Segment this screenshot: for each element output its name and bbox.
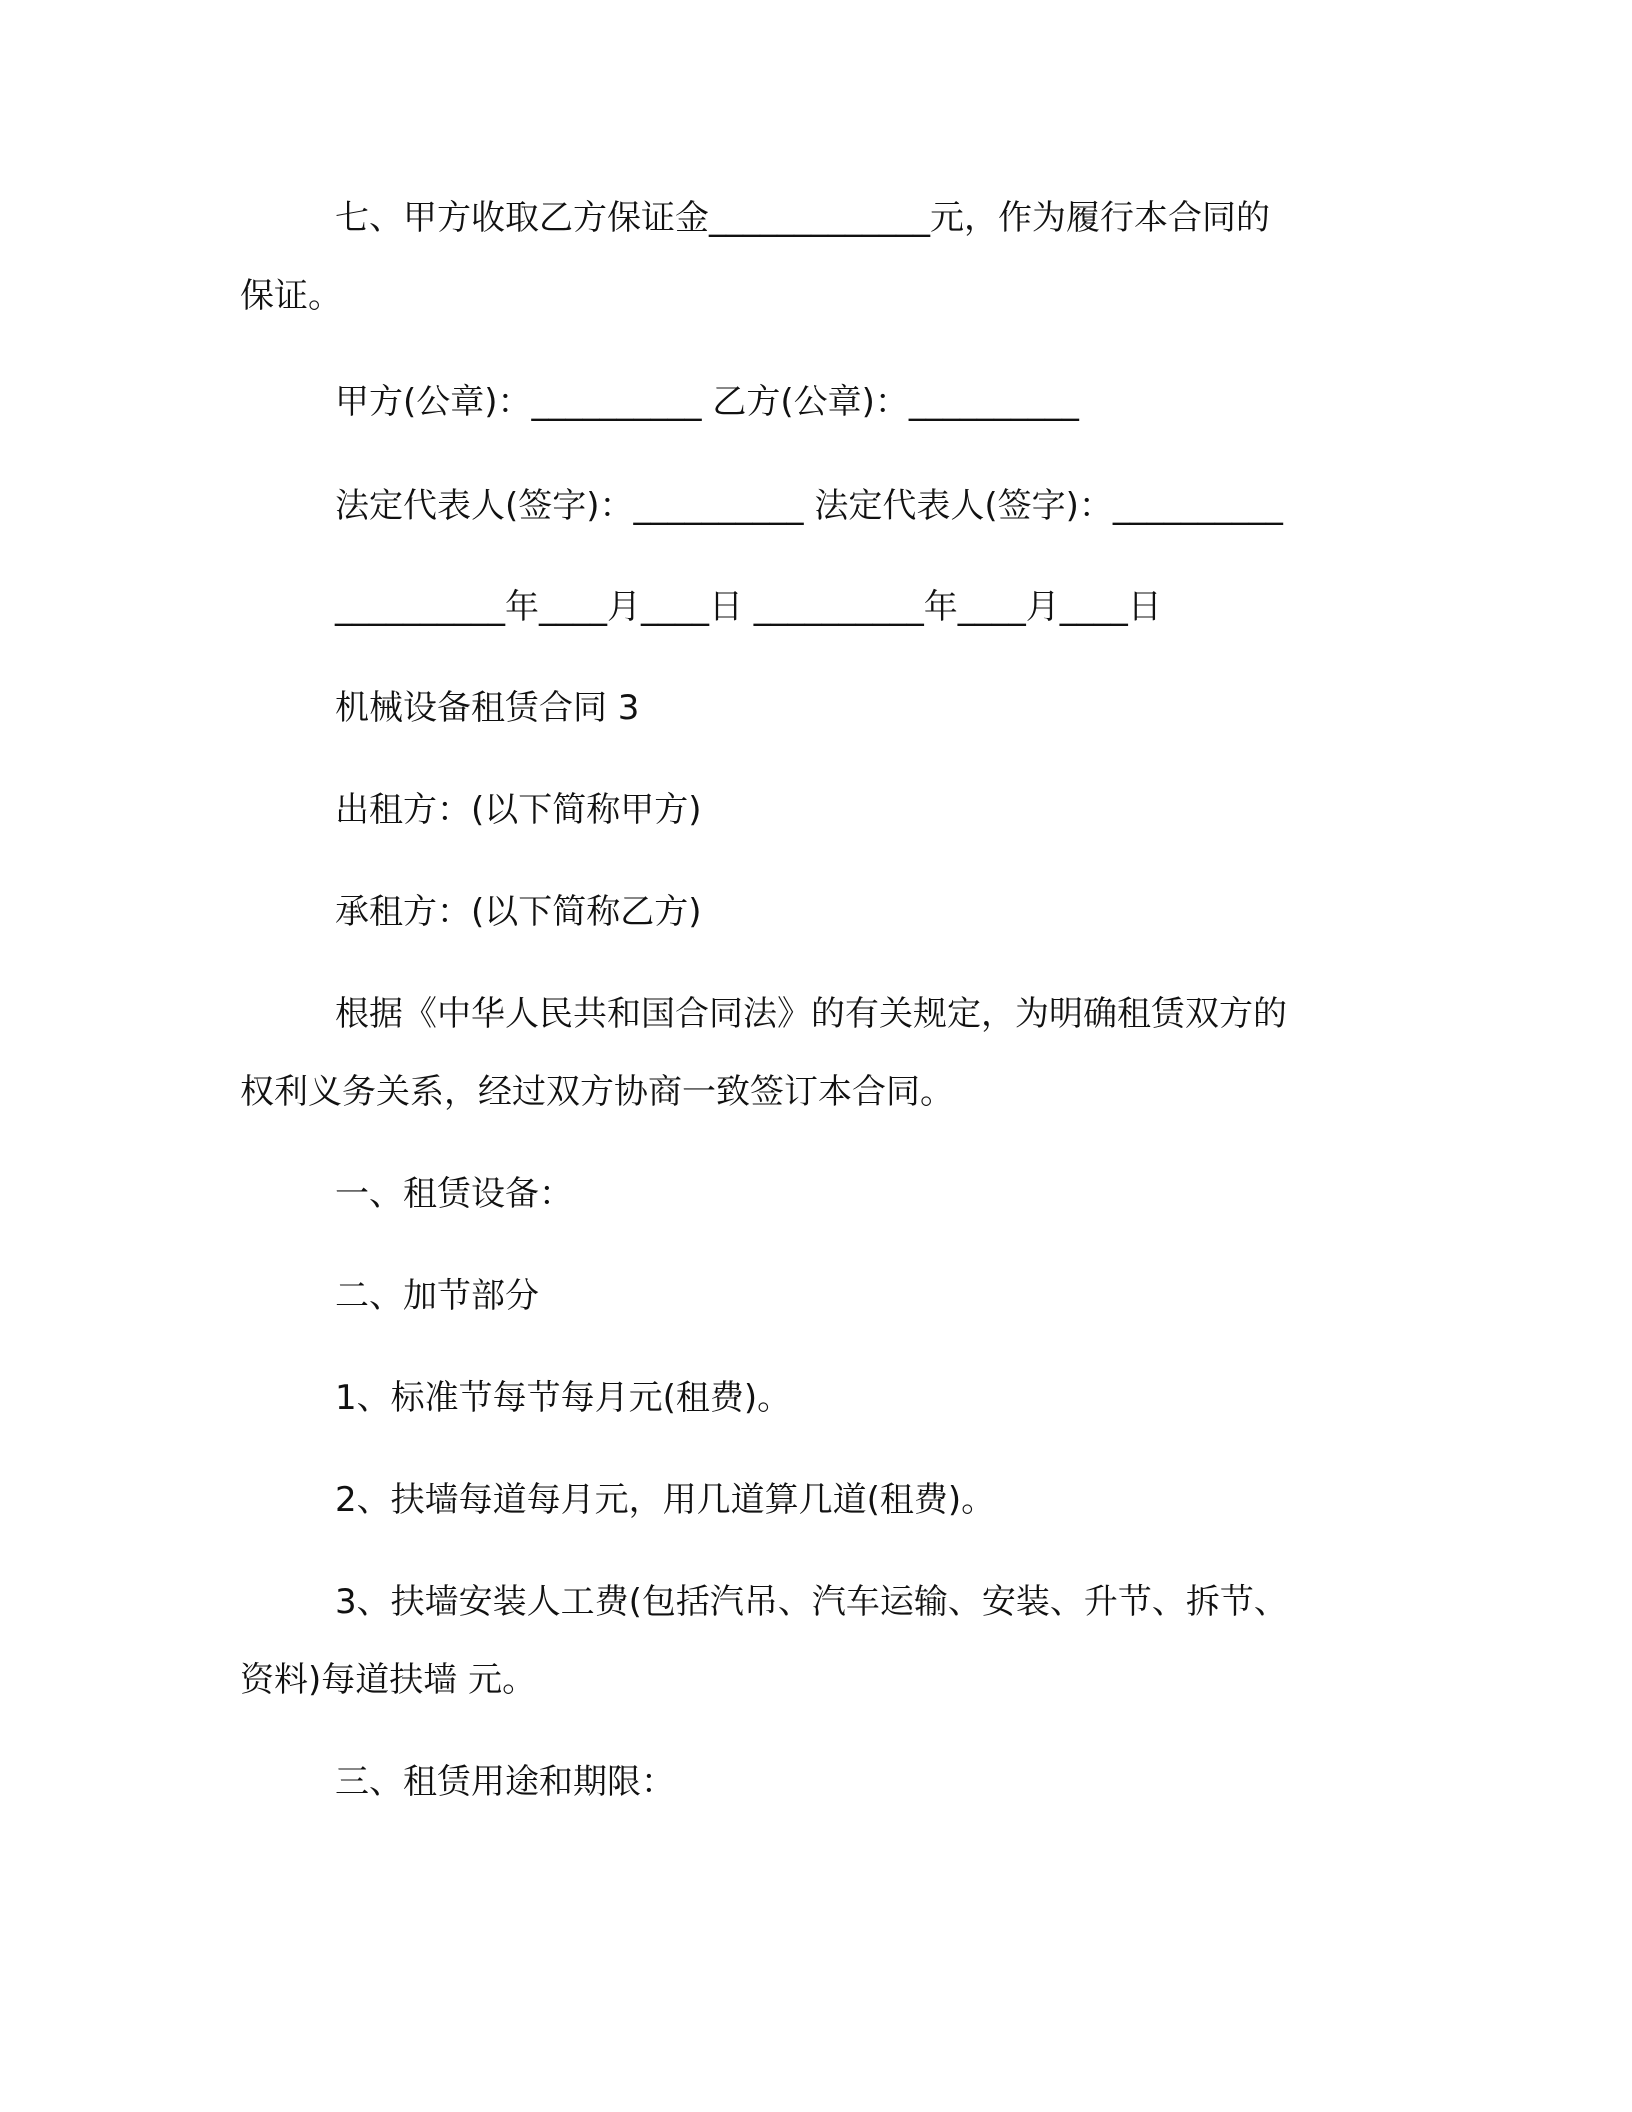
preamble-line-1: 根据《中华人民共和国合同法》的有关规定，为明确租赁双方的 xyxy=(335,994,1287,1034)
lessor-line: 出租方：(以下简称甲方) xyxy=(335,790,702,830)
signature-line: 法定代表人(签字)：__________ 法定代表人(签字)：__________ xyxy=(335,486,1283,526)
preamble-line-2: 权利义务关系，经过双方协商一致签订本合同。 xyxy=(240,1072,954,1112)
item-2-line: 2、扶墙每道每月元，用几道算几道(租费)。 xyxy=(335,1480,996,1520)
date-line: __________年____月____日 __________年____月____日 xyxy=(335,587,1162,627)
seal-line: 甲方(公章)：__________ 乙方(公章)：__________ xyxy=(335,382,1079,422)
item-1-line: 1、标准节每节每月元(租费)。 xyxy=(335,1378,792,1418)
section-1-heading: 一、租赁设备： xyxy=(335,1174,573,1214)
item-3-line-2: 资料)每道扶墙 元。 xyxy=(240,1660,537,1700)
clause-7-line-2: 保证。 xyxy=(240,276,342,316)
contract-title: 机械设备租赁合同 3 xyxy=(335,688,640,728)
item-3-line-1: 3、扶墙安装人工费(包括汽吊、汽车运输、安装、升节、拆节、 xyxy=(335,1582,1288,1622)
lessee-line: 承租方：(以下简称乙方) xyxy=(335,892,702,932)
section-2-heading: 二、加节部分 xyxy=(335,1276,539,1316)
section-3-heading: 三、租赁用途和期限： xyxy=(335,1762,675,1802)
clause-7-line-1: 七、甲方收取乙方保证金_____________元，作为履行本合同的 xyxy=(335,198,1270,238)
